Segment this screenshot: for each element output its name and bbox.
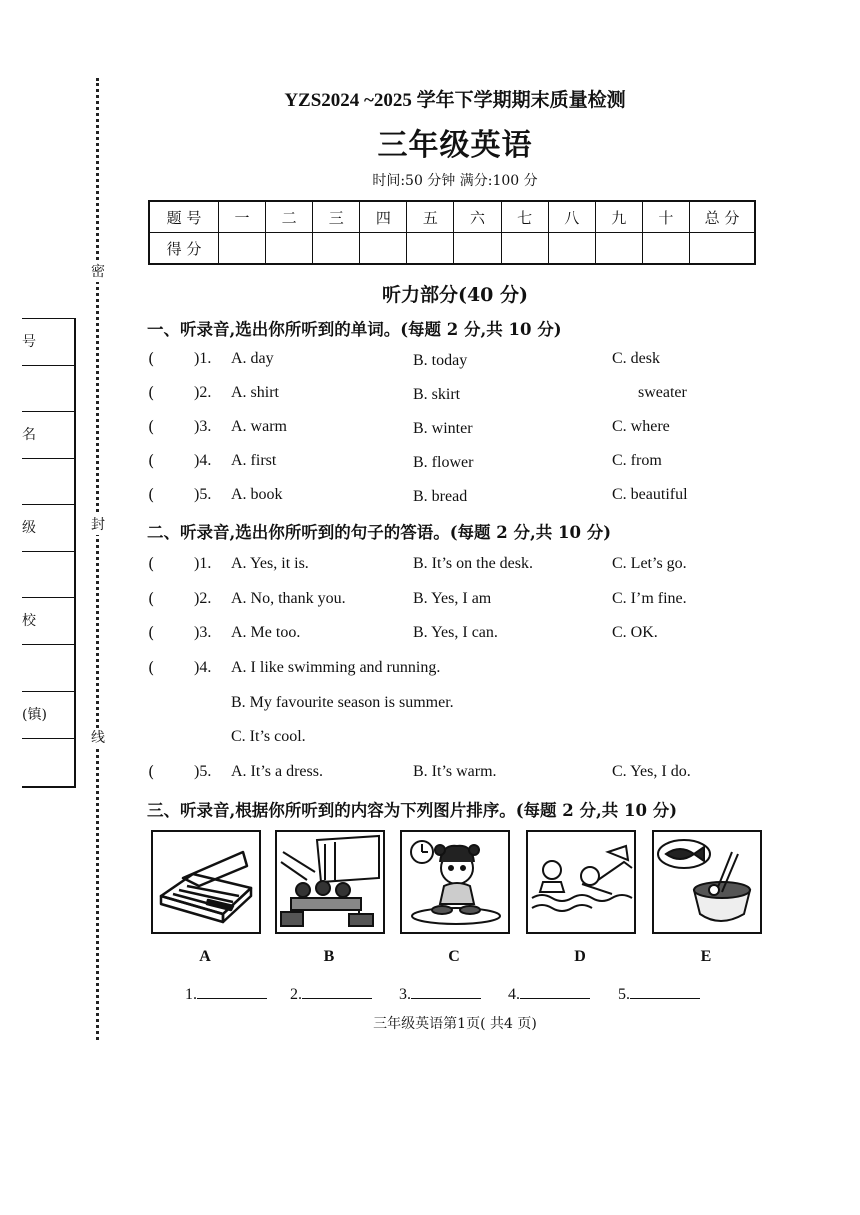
score-table-score-row (149, 233, 755, 265)
q1-option-b: B. winter (413, 420, 473, 437)
answer-paren[interactable]: ( (148, 762, 155, 781)
score-header-cell: 三 (313, 201, 360, 233)
q2-item-number: )5. (194, 763, 212, 780)
order-answer-number: 4. (508, 986, 520, 1003)
page-footer: 三年级英语第1页( 共4 页) (373, 1016, 537, 1032)
exam-subject: 三年级英语 (377, 128, 533, 163)
answer-paren[interactable]: ( (148, 658, 155, 677)
exam-info: 时间:50 分钟 满分:100 分 (372, 173, 538, 189)
class-field[interactable] (22, 551, 74, 598)
student-info-box (22, 318, 76, 788)
answer-paren[interactable]: ( (148, 451, 155, 470)
seal-char-mi: 密 (91, 264, 105, 280)
picture-label: D (574, 948, 586, 965)
class-label: 级 (22, 504, 74, 552)
score-header-cell: 七 (501, 201, 548, 233)
q1-option-c: C. beautiful (612, 486, 688, 503)
score-cell[interactable] (642, 233, 689, 265)
q2-option-b: B. It’s warm. (413, 763, 497, 780)
q2-option-c: C. OK. (612, 624, 658, 641)
q2-option-b: B. My favourite season is summer. (231, 694, 454, 711)
q2-option-b: B. Yes, I can. (413, 624, 498, 641)
order-answer-number: 5. (618, 986, 630, 1003)
picture-label: C (448, 948, 460, 965)
score-cell[interactable] (690, 233, 756, 265)
q1-item-number: )2. (194, 384, 212, 401)
order-answer-blank[interactable] (520, 984, 590, 999)
town-field[interactable] (22, 738, 74, 785)
score-header-cell: 一 (219, 201, 266, 233)
score-header-cell: 题 号 (149, 201, 219, 233)
student-id-label: 号 (22, 318, 74, 366)
picture-label: B (323, 948, 335, 965)
q1-option-a: A. day (231, 350, 274, 367)
order-answer-number: 3. (399, 986, 411, 1003)
score-cell[interactable] (407, 233, 454, 265)
school-field[interactable] (22, 644, 74, 691)
order-answer-slot[interactable] (290, 984, 372, 1004)
score-header-cell: 二 (266, 201, 313, 233)
q2-item-number: )2. (194, 590, 212, 607)
q2-item-number: )4. (194, 659, 212, 676)
seal-char-feng: 封 (91, 517, 105, 533)
q2-option-a: A. Me too. (231, 624, 301, 641)
student-name-field[interactable] (22, 458, 74, 505)
listening-section-title: 听力部分(40 分) (381, 284, 529, 306)
score-header-cell: 十 (642, 201, 689, 233)
q2-option-b: B. Yes, I am (413, 590, 492, 607)
order-answer-blank[interactable] (411, 984, 481, 999)
answer-paren[interactable]: ( (148, 485, 155, 504)
q2-option-c: C. It’s cool. (231, 728, 306, 745)
score-header-cell: 四 (360, 201, 407, 233)
binding-dotted-line (96, 78, 99, 1040)
order-answer-number: 2. (290, 986, 302, 1003)
score-table (148, 200, 756, 265)
order-answer-number: 1. (185, 986, 197, 1003)
picture-label: A (199, 948, 211, 965)
q1-item-number: )1. (194, 350, 212, 367)
order-answer-slot[interactable] (618, 984, 700, 1004)
answer-paren[interactable]: ( (148, 554, 155, 573)
q1-item-number: )4. (194, 452, 212, 469)
score-cell[interactable] (548, 233, 595, 265)
q1-option-b: B. today (413, 352, 468, 369)
score-header-cell: 六 (454, 201, 501, 233)
q2-option-b: B. It’s on the desk. (413, 555, 533, 572)
order-answer-blank[interactable] (302, 984, 372, 999)
q1-option-a: A. book (231, 486, 283, 503)
picture-d-swimming (526, 830, 636, 934)
q2-option-a: A. Yes, it is. (231, 555, 309, 572)
picture-b-classroom (275, 830, 385, 934)
q2-item-number: )1. (194, 555, 212, 572)
picture-e-food (652, 830, 762, 934)
q1-option-b: B. bread (413, 488, 468, 505)
q2-option-c: C. Let’s go. (612, 555, 687, 572)
q1-option-b: B. skirt (413, 386, 461, 403)
q1-option-b: B. flower (413, 454, 474, 471)
q2-item-number: )3. (194, 624, 212, 641)
q1-option-c: sweater (638, 384, 687, 401)
score-header-cell: 八 (548, 201, 595, 233)
q2-option-c: C. Yes, I do. (612, 763, 691, 780)
order-answer-slot[interactable] (508, 984, 590, 1004)
pencil-case-icon (153, 832, 259, 932)
q3-heading: 三、听录音,根据你所听到的内容为下列图片排序。(每题 2 分,共 10 分) (147, 801, 678, 820)
school-label: 校 (22, 597, 74, 645)
q1-item-number: )5. (194, 486, 212, 503)
score-header-cell: 总 分 (690, 201, 756, 233)
score-cell[interactable] (219, 233, 266, 265)
score-cell[interactable] (266, 233, 313, 265)
q1-item-number: )3. (194, 418, 212, 435)
score-cell[interactable] (501, 233, 548, 265)
q1-option-a: A. warm (231, 418, 287, 435)
score-cell[interactable] (360, 233, 407, 265)
score-row-label: 得 分 (149, 233, 219, 265)
answer-paren[interactable]: ( (148, 417, 155, 436)
answer-paren[interactable]: ( (148, 349, 155, 368)
answer-paren[interactable]: ( (148, 383, 155, 402)
student-id-field[interactable] (22, 365, 74, 412)
q1-option-c: C. where (612, 418, 670, 435)
order-answer-slot[interactable] (399, 984, 481, 1004)
score-cell[interactable] (313, 233, 360, 265)
score-header-cell: 五 (407, 201, 454, 233)
picture-a-pencil-case (151, 830, 261, 934)
q1-option-a: A. first (231, 452, 277, 469)
order-answer-slot[interactable] (185, 984, 267, 1004)
score-cell[interactable] (595, 233, 642, 265)
order-answer-blank[interactable] (197, 984, 267, 999)
girl-breakfast-icon (402, 832, 508, 932)
q2-option-a: A. I like swimming and running. (231, 659, 441, 676)
exam-title: YZS2024 ~2025 学年下学期期末质量检测 (284, 90, 626, 111)
score-header-cell: 九 (595, 201, 642, 233)
q1-option-a: A. shirt (231, 384, 279, 401)
q2-option-a: A. No, thank you. (231, 590, 346, 607)
q1-option-c: C. desk (612, 350, 660, 367)
score-table-header-row (149, 201, 755, 233)
seal-char-xian: 线 (91, 730, 105, 746)
fish-noodles-icon (654, 832, 760, 932)
q2-option-c: C. I’m fine. (612, 590, 687, 607)
town-label: (镇) (22, 691, 74, 739)
answer-paren[interactable]: ( (148, 589, 155, 608)
q2-option-a: A. It’s a dress. (231, 763, 323, 780)
picture-c-breakfast (400, 830, 510, 934)
swimming-kids-icon (528, 832, 634, 932)
order-answer-blank[interactable] (630, 984, 700, 999)
student-name-label: 名 (22, 411, 74, 459)
q1-option-c: C. from (612, 452, 662, 469)
info-box-bottom (22, 786, 74, 788)
q1-heading: 一、听录音,选出你所听到的单词。(每题 2 分,共 10 分) (147, 320, 562, 339)
picture-label: E (700, 948, 712, 965)
score-cell[interactable] (454, 233, 501, 265)
classroom-kids-icon (277, 832, 383, 932)
answer-paren[interactable]: ( (148, 623, 155, 642)
q2-heading: 二、听录音,选出你所听到的句子的答语。(每题 2 分,共 10 分) (147, 523, 612, 542)
